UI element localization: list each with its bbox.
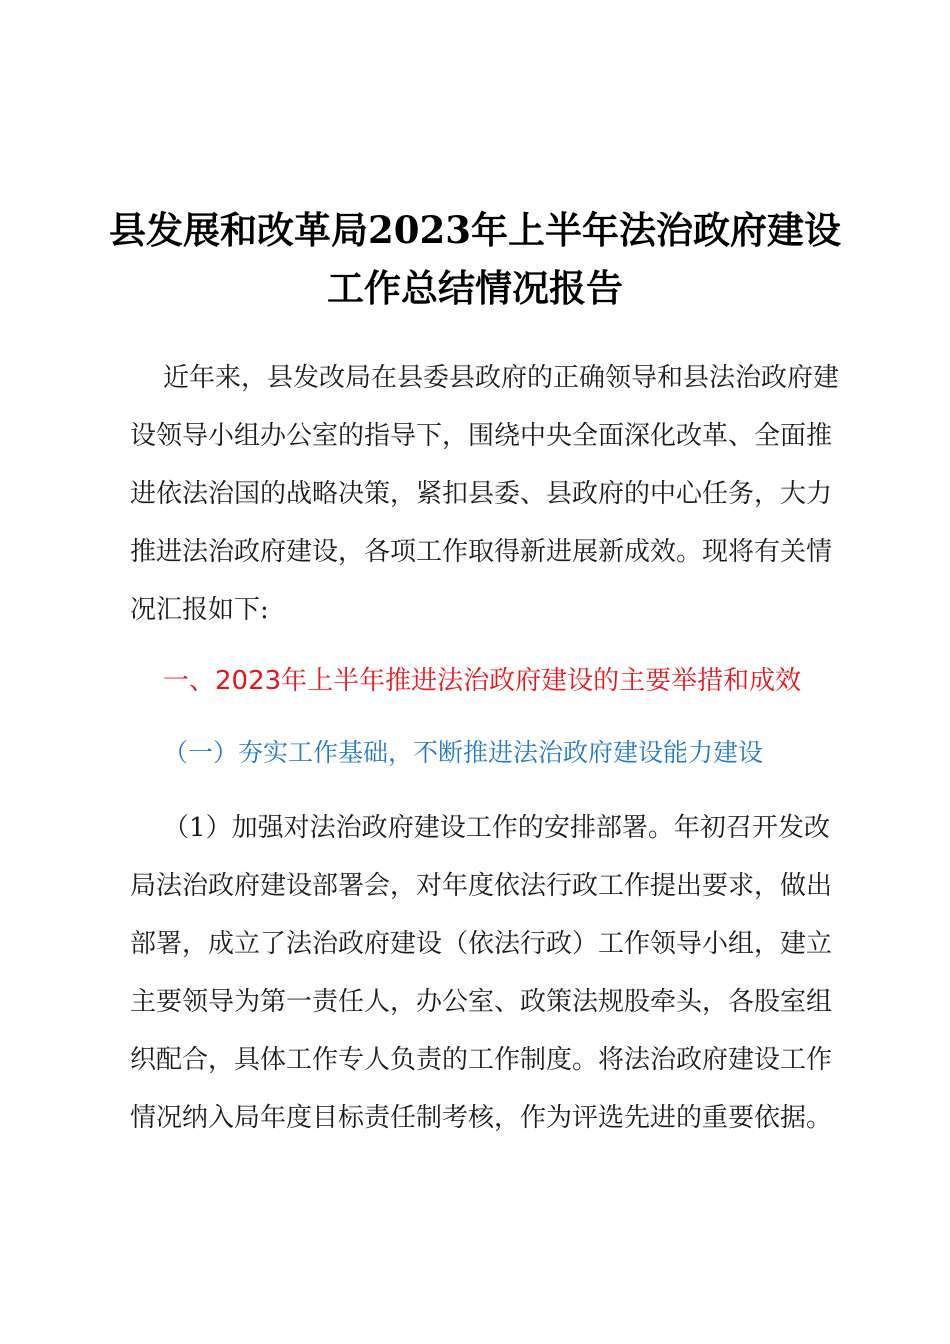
- intro-paragraph-line: 况汇报如下:: [130, 595, 269, 625]
- item-paragraph-line: 织配合，具体工作专人负责的工作制度。将法治政府建设工作: [130, 1045, 833, 1075]
- item-paragraph-line: 部署，成立了法治政府建设（依法行政）工作领导小组，建立: [130, 929, 833, 959]
- document-title-line-1: 县发展和改革局2023年上半年法治政府建设: [109, 208, 841, 252]
- item-paragraph-line: （1）加强对法治政府建设工作的安排部署。年初召开发改: [163, 813, 830, 843]
- document-title-line-2: 工作总结情况报告: [327, 266, 623, 310]
- item-paragraph-line: 情况纳入局年度目标责任制考核，作为评选先进的重要依据。: [130, 1103, 833, 1133]
- item-paragraph-line: 主要领导为第一责任人，办公室、政策法规股牵头，各股室组: [130, 987, 833, 1017]
- section-heading: 一、2023年上半年推进法治政府建设的主要举措和成效: [163, 666, 802, 696]
- subsection-heading: （一）夯实工作基础，不断推进法治政府建设能力建设: [163, 738, 764, 767]
- intro-paragraph-line: 进依法治国的战略决策，紧扣县委、县政府的中心任务，大力: [130, 479, 833, 509]
- item-paragraph-line: 局法治政府建设部署会，对年度依法行政工作提出要求，做出: [130, 871, 833, 901]
- intro-paragraph-line: 设领导小组办公室的指导下，围绕中央全面深化改革、全面推: [130, 421, 833, 451]
- intro-paragraph-line: 推进法治政府建设，各项工作取得新进展新成效。现将有关情: [130, 537, 833, 567]
- intro-paragraph-line: 近年来，县发改局在县委县政府的正确领导和县法治政府建: [163, 363, 840, 393]
